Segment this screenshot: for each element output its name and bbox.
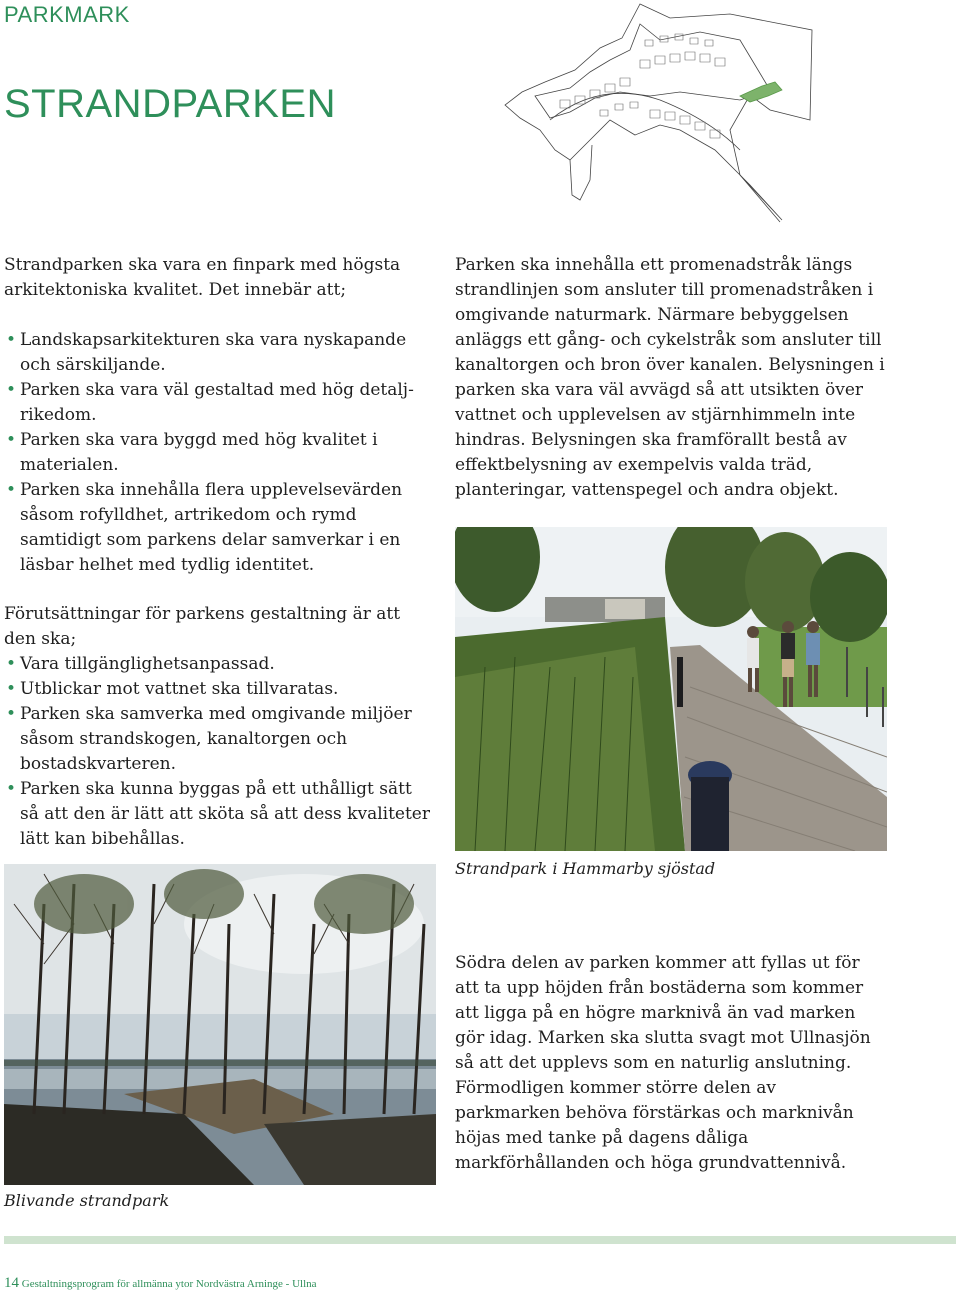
site-map — [500, 0, 820, 225]
page-title: STRANDPARKEN — [4, 82, 336, 126]
southern-part-text: Södra delen av parken kommer att fyllas ut för att ta upp höjden från bostäderna som kommer att ligga på en högre marknivå än vad marken gör idag. Marken ska slutta svagt mot Ullnasjön så att det upplevs som en naturlig anslutning. Förmodligen kommer större delen av parkmarken behöva förstärkas och marknivån höjas med tanke på dagens dåliga markförhållanden och höga grundvattennivå. — [455, 953, 871, 1173]
map-highlight-area — [740, 82, 782, 102]
quality-list — [4, 328, 434, 578]
list-item: • Landskapsarkitekturen ska vara nyskapande och särskiljande. — [4, 328, 434, 378]
photo-caption: Blivande strandpark — [4, 1191, 170, 1210]
boardwalk-photo — [455, 527, 887, 851]
list-item: • Parken ska kunna byggas på ett uthålligt sätt så att den är lätt att sköta så att dess kvaliteter lätt kan bibehållas. — [4, 777, 434, 852]
list-item: • Parken ska innehålla flera upplevelsevärden såsom rofylldhet, artrikedom och rymd samtidigt som parkens delar samverkar i en läsbar helhet med tydlig identitet. — [4, 478, 434, 578]
footer-rule — [4, 1236, 956, 1244]
preconditions-text: Förutsättningar för parkens gestaltning är att den ska; — [4, 604, 401, 649]
footer-text: Gestaltningsprogram för allmänna ytor Nordvästra Arninge - Ullna — [21, 1278, 317, 1290]
left-column-lower — [4, 602, 434, 852]
footer — [4, 1275, 317, 1292]
list-item: • Parken ska vara väl gestaltad med hög detalj-rikedom. — [4, 378, 434, 428]
promenade-text: Parken ska innehålla ett promenadstråk längs strandlinjen som ansluter till promenadstråken i omgivande naturmark. Närmare bebyggelsen anläggs ett gång- och cykelstråk som ansluter till kanaltorgen och bron över kanalen. Belysningen i parken ska vara väl avvägd så att utsikten över vattnet och upplevelsen av stjärnhimmeln inte hindras. Belysningen ska framförallt bestå av effektbelysning av exempelvis valda träd, planteringar, vattenspegel och andra objekt. — [455, 255, 885, 500]
preconditions-list — [4, 652, 434, 852]
list-item: • Parken ska vara byggd med hög kvalitet i materialen. — [4, 428, 434, 478]
lake-photo — [4, 864, 436, 1185]
list-item: • Utblickar mot vattnet ska tillvaratas. — [4, 677, 434, 702]
left-column-upper — [4, 253, 434, 578]
list-item: • Vara tillgänglighetsanpassad. — [4, 652, 434, 677]
list-item: • Parken ska samverka med omgivande miljöer såsom strandskogen, kanaltorgen och bostadskvarteren. — [4, 702, 434, 777]
photo-caption: Strandpark i Hammarby sjöstad — [455, 859, 716, 878]
section-kicker: PARKMARK — [4, 2, 130, 27]
page-number: 14 — [4, 1275, 19, 1291]
intro-text: Strandparken ska vara en finpark med högsta arkitektoniska kvalitet. Det innebär att; — [4, 255, 401, 300]
